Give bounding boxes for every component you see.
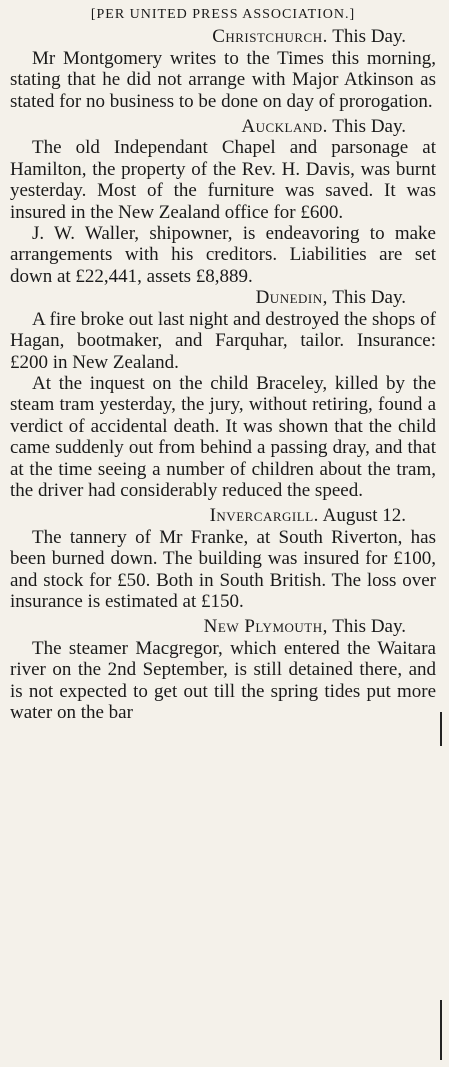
news-item-dunedin	[10, 287, 436, 501]
dateline-place: Auckland.	[241, 116, 328, 138]
dateline	[10, 287, 436, 308]
dateline-when: This Day.	[332, 116, 406, 138]
dateline-when: This Day.	[332, 287, 406, 309]
column-rule	[440, 1000, 442, 1060]
news-item-invercargill	[10, 505, 436, 612]
dateline	[10, 616, 436, 637]
dateline-when: This Day.	[332, 616, 406, 638]
dateline-when: This Day.	[332, 26, 406, 48]
article-paragraph: The old Independant Chapel and parsonage at Hamilton, the property of the Rev. H. Davis, was burnt yesterday. Most of the furniture was saved. It was insured in the New Zealand office for £600.	[10, 137, 436, 223]
dateline	[10, 26, 436, 47]
dateline-place: Christchurch.	[212, 26, 328, 48]
dateline-place: Dunedin,	[255, 287, 328, 309]
news-column	[10, 2, 436, 723]
press-credit: [PER UNITED PRESS ASSOCIATION.]	[90, 7, 356, 22]
dateline-place: New Plymouth,	[203, 616, 328, 638]
article-paragraph: The tannery of Mr Franke, at South Riverton, has been burned down. The building was insured for £100, and stock for £50. Both in South British. The loss over insurance is estimated at £150.	[10, 526, 436, 612]
dateline-place: Invercargill.	[209, 505, 319, 527]
dateline	[10, 505, 436, 526]
column-rule	[440, 712, 442, 746]
article-paragraph: Mr Montgomery writes to the Times this morning, stating that he did not arrange with Major Atkinson as stated for no business to be done on day of prorogation.	[10, 47, 436, 112]
article-paragraph: At the inquest on the child Braceley, killed by the steam tram yesterday, the jury, without retiring, found a verdict of accidental death. It was shown that the child came suddenly out from behind a passing dray, and that at the time seeing a number of children about the tram, the driver had considerably reduced the speed.	[10, 372, 436, 501]
news-item-auckland	[10, 116, 436, 287]
news-item-christchurch	[10, 26, 436, 112]
dateline-when: August 12.	[322, 505, 406, 527]
news-item-new-plymouth	[10, 616, 436, 723]
article-paragraph: A fire broke out last night and destroyed the shops of Hagan, bootmaker, and Farquhar, tailor. Insurance: £200 in New Zealand.	[10, 308, 436, 373]
dateline	[10, 116, 436, 137]
article-paragraph: J. W. Waller, shipowner, is endeavoring to make arrangements with his creditors. Liabilities are set down at £22,441, assets £8,889.	[10, 223, 436, 287]
article-paragraph: The steamer Macgregor, which entered the Waitara river on the 2nd September, is still detained there, and is not expected to get out till the spring tides put more water on the bar	[10, 637, 436, 723]
